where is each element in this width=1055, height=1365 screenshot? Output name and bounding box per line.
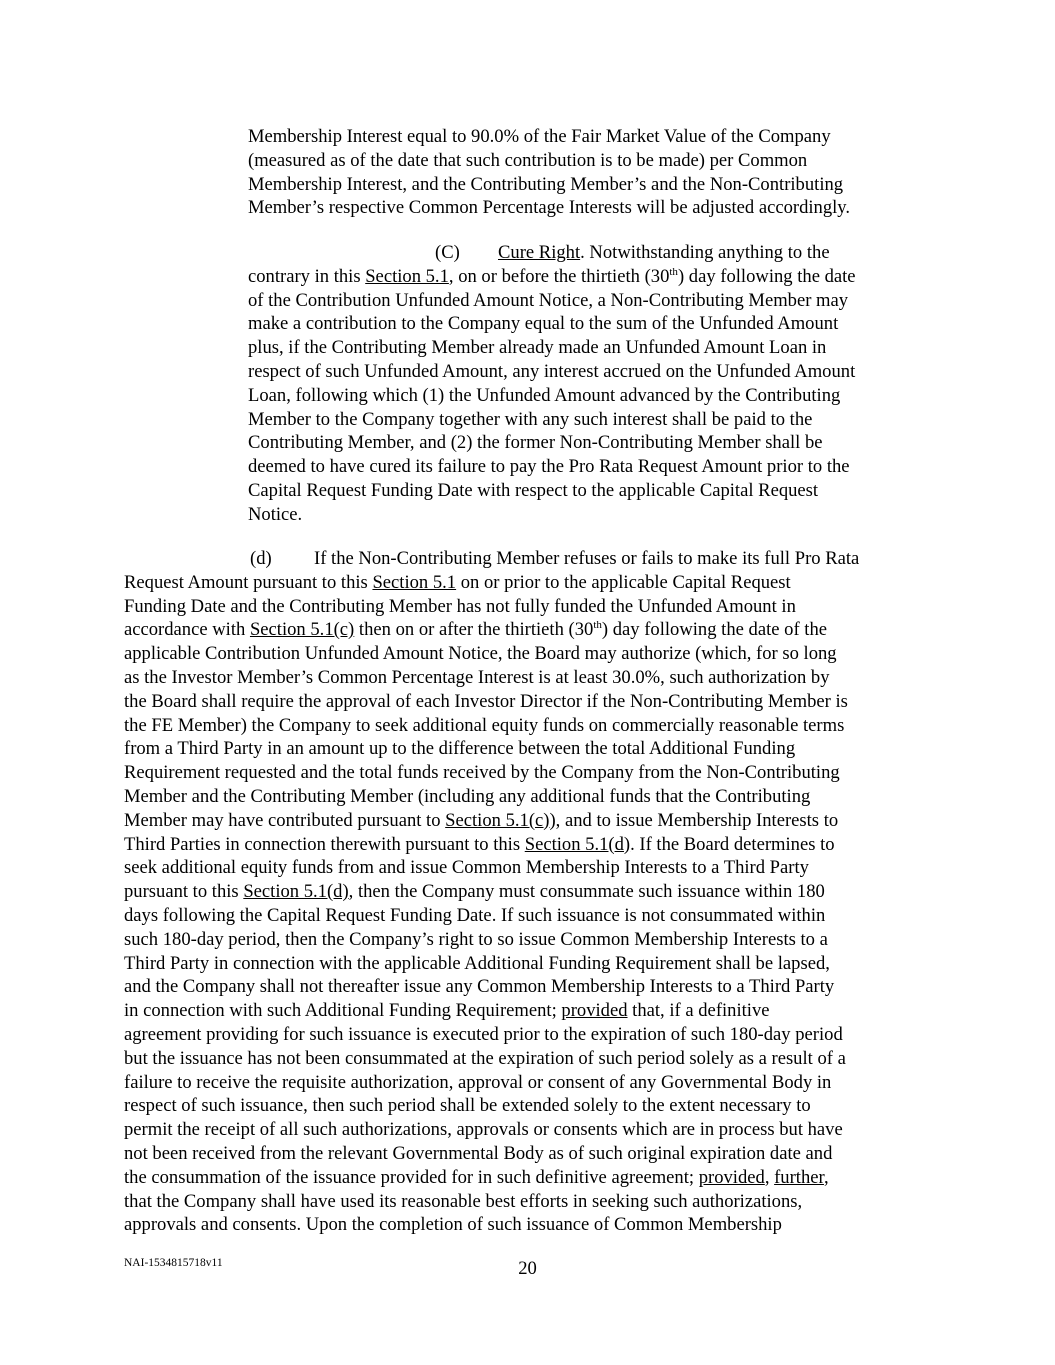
text-line: Member may have contributed pursuant to Section 5.1(c)), and to issue Membership Interests to: [124, 809, 839, 831]
text-line: Membership Interest equal to 90.0% of the Fair Market Value of the Company: [248, 126, 831, 147]
text-line: the consummation of the issuance provided for in such definitive agreement; provided, further,: [124, 1166, 829, 1188]
text-line: permit the receipt of all such authorizations, approvals or consents which are in process but have: [124, 1119, 843, 1141]
text-line: (d) If the Non-Contributing Member refuses or fails to make its full Pro Rata: [250, 548, 860, 569]
text-line: Third Party in connection with the applicable Additional Funding Requirement shall be lapsed,: [124, 952, 830, 974]
text-line: Notice.: [248, 503, 303, 525]
text-line: and the Company shall not thereafter issue any Common Membership Interests to a Third Party: [124, 976, 835, 998]
text-line: agreement providing for such issuance is executed prior to the expiration of such 180-day period: [124, 1023, 843, 1045]
text-line: seek additional equity funds from and issue Common Membership Interests to a Third Party: [124, 857, 809, 879]
text-line: Loan, following which (1) the Unfunded Amount advanced by the Contributing: [248, 384, 841, 406]
text-line: Member and the Contributing Member (including any additional funds that the Contributing: [124, 785, 811, 807]
clause-label: (d): [250, 548, 272, 569]
text-line: Requirement requested and the total funds received by the Company from the Non-Contributing: [124, 762, 840, 784]
text-line: contrary in this Section 5.1, on or before the thirtieth (30th) day following the date: [248, 265, 856, 287]
text-line: Third Parties in connection therewith pursuant to this Section 5.1(d). If the Board determines to: [124, 833, 835, 855]
subsection-d-paragraph: [124, 547, 934, 1237]
text-line: but the issuance has not been consummated at the expiration of such period solely as a result of a: [124, 1047, 846, 1069]
clause-heading: Cure Right: [498, 242, 581, 263]
section-reference: Section 5.1(d): [524, 833, 631, 855]
text-line: Funding Date and the Contributing Member has not fully funded the Unfunded Amount in: [124, 595, 796, 617]
text-line: Contributing Member, and (2) the former Non-Contributing Member shall be: [248, 432, 823, 454]
text-line: as the Investor Member’s Common Percentage Interest is at least 30.0%, such authorization by: [124, 666, 830, 688]
text-line: in connection with such Additional Funding Requirement; provided that, if a definitive: [124, 1000, 770, 1022]
proviso-term: further: [774, 1166, 824, 1188]
text-line: respect of such Unfunded Amount, any interest accrued on the Unfunded Amount: [248, 360, 856, 382]
text-line: deemed to have cured its failure to pay the Pro Rata Request Amount prior to the: [248, 456, 850, 478]
text-line: of the Contribution Unfunded Amount Notice, a Non-Contributing Member may: [248, 289, 849, 311]
text-line: Member to the Company together with any such interest shall be paid to the: [248, 408, 813, 430]
text-line: Membership Interest, and the Contributing Member’s and the Non-Contributing: [248, 173, 844, 195]
text-line: (C) Cure Right. Notwithstanding anything to the: [435, 242, 830, 263]
text-line: the Board shall require the approval of each Investor Director if the Non-Contributing Member is: [124, 690, 848, 712]
text-line: (measured as of the date that such contribution is to be made) per Common: [248, 149, 808, 171]
text-line: make a contribution to the Company equal to the sum of the Unfunded Amount: [248, 313, 839, 335]
section-reference: Section 5.1(c): [249, 619, 355, 641]
section-reference: Section 5.1(d): [243, 881, 349, 903]
section-reference: Section 5.1: [372, 571, 457, 593]
proviso-term: provided: [698, 1166, 765, 1188]
section-reference: Section 5.1(c): [445, 809, 550, 831]
text-line: such 180-day period, then the Company’s right to so issue Common Membership Interests to a: [124, 928, 828, 950]
text-line: that the Company shall have used its reasonable best efforts in seeking such authorizations,: [124, 1190, 803, 1212]
text-line: Request Amount pursuant to this Section 5.1 on or prior to the applicable Capital Request: [124, 571, 791, 593]
text-line: not been received from the relevant Governmental Body as of such original expiration date and: [124, 1142, 833, 1164]
proviso-term: provided: [561, 1000, 628, 1022]
text-line: pursuant to this Section 5.1(d), then the Company must consummate such issuance within 180: [124, 881, 825, 903]
paragraph-continuation: [248, 125, 938, 220]
text-line: applicable Contribution Unfunded Amount Notice, the Board may authorize (which, for so long: [124, 643, 837, 665]
text-line: respect of such issuance, then such period shall be extended solely to the extent necessary to: [124, 1095, 811, 1117]
clause-label: (C): [435, 242, 460, 263]
text-line: Member’s respective Common Percentage Interests will be adjusted accordingly.: [248, 197, 851, 219]
text-line: failure to receive the requisite authorization, approval or consent of any Governmental Body in: [124, 1071, 832, 1093]
text-line: days following the Capital Request Funding Date. If such issuance is not consummated within: [124, 904, 826, 926]
text-line: Capital Request Funding Date with respect to the applicable Capital Request: [248, 479, 819, 501]
document-id: NAI-1534815718v11: [124, 1257, 223, 1269]
section-reference: Section 5.1: [365, 265, 449, 287]
text-line: plus, if the Contributing Member already made an Unfunded Amount Loan in: [248, 337, 827, 359]
text-line: from a Third Party in an amount up to the difference between the total Additional Funding: [124, 738, 796, 760]
cure-right-paragraph: [248, 241, 938, 527]
text-line: accordance with Section 5.1(c) then on or after the thirtieth (30th) day following the date of the: [124, 619, 828, 641]
text-line: the FE Member) the Company to seek additional equity funds on commercially reasonable terms: [124, 714, 845, 736]
page-number: 20: [518, 1258, 537, 1279]
text-line: approvals and consents. Upon the completion of such issuance of Common Membership: [124, 1214, 782, 1236]
